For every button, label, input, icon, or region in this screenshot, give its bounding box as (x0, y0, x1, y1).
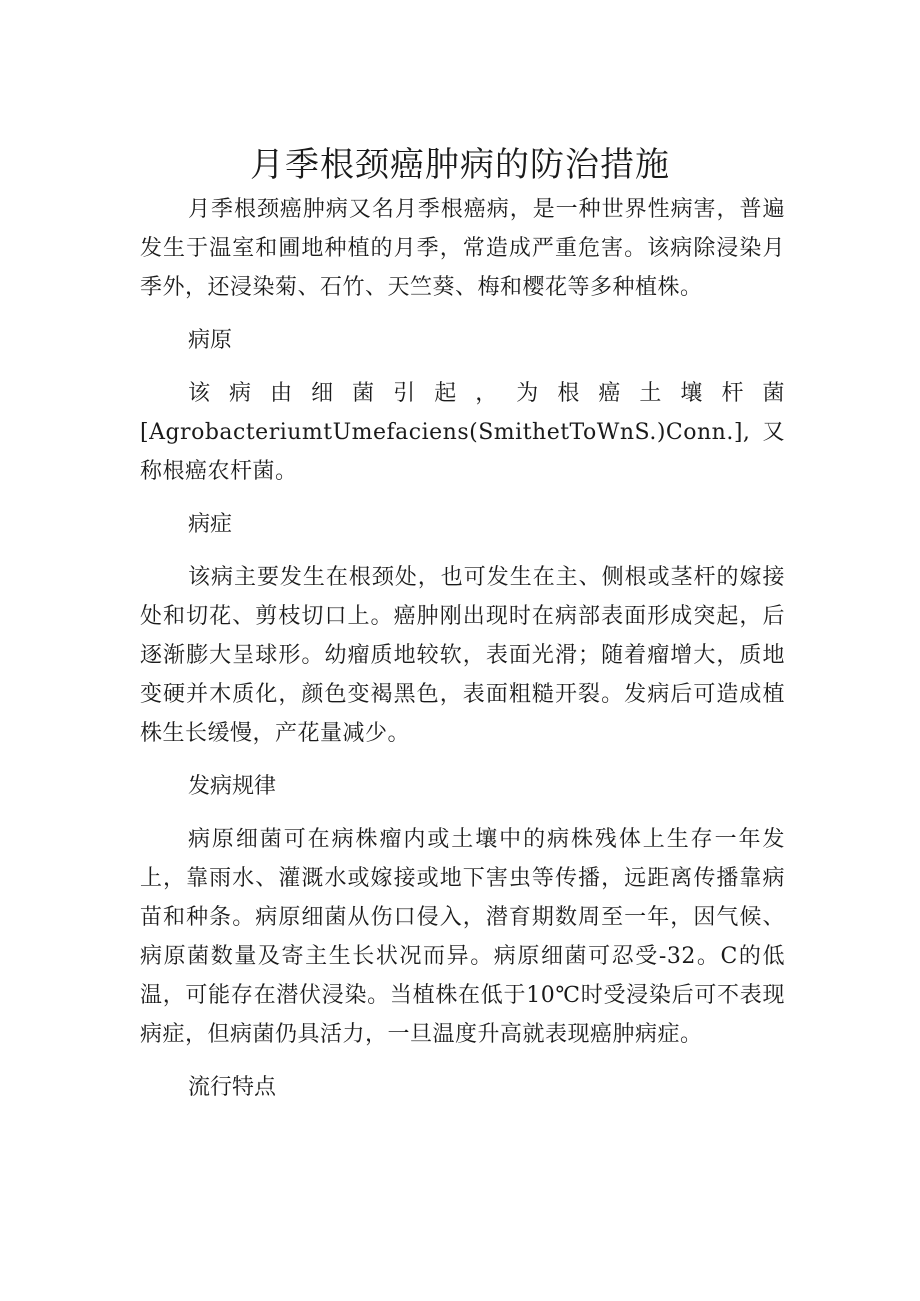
intro-paragraph: 月季根颈癌肿病又名月季根癌病，是一种世界性病害，普遍发生于温室和圃地种植的月季，常造成严重危害。该病除浸染月季外，还浸染菊、石竹、天竺葵、梅和樱花等多种植株。 (140, 197, 785, 300)
section-heading-epidemic-features: 流行特点 (188, 1075, 277, 1100)
disease-pattern-paragraph: 病原细菌可在病株瘤内或土壤中的病株残体上生存一年发上，靠雨水、灌溉水或嫁接或地下害虫等传播，远距离传播靠病苗和种条。病原细菌从伤口侵入，潜育期数周至一年，因气候、病原菌数量及寄主生长状况而异。病原细菌可忍受-32。C的低温，可能存在潜伏浸染。当植株在低于10℃时受浸染后可不表现病症，但病菌仍具活力，一旦温度升高就表现癌肿病症。 (140, 827, 785, 1047)
section-heading-symptoms: 病症 (188, 512, 233, 537)
symptoms-paragraph: 该病主要发生在根颈处，也可发生在主、侧根或茎杆的嫁接处和切花、剪枝切口上。癌肿刚出现时在病部表面形成突起，后逐渐膨大呈球形。幼瘤质地较软，表面光滑；随着瘤增大，质地变硬并木质化，颜色变褐黑色，表面粗糙开裂。发病后可造成植株生长缓慢，产花量减少。 (140, 565, 785, 746)
pathogen-paragraph-rest: [AgrobacteriumtUmefaciens(SmithetToWnS.)Conn.],又称根癌农杆菌。 (140, 420, 785, 484)
pathogen-paragraph (140, 374, 785, 491)
document-title: 月季根颈癌肿病的防治措施 (250, 144, 670, 185)
pathogen-paragraph-line1: 该 病 由 细 菌 引 起 ， 为 根 癌 土 壤 杆 菌 (188, 381, 785, 406)
section-heading-disease-pattern: 发病规律 (188, 774, 277, 799)
document-body (140, 190, 785, 1121)
section-heading-pathogen: 病原 (188, 328, 233, 353)
